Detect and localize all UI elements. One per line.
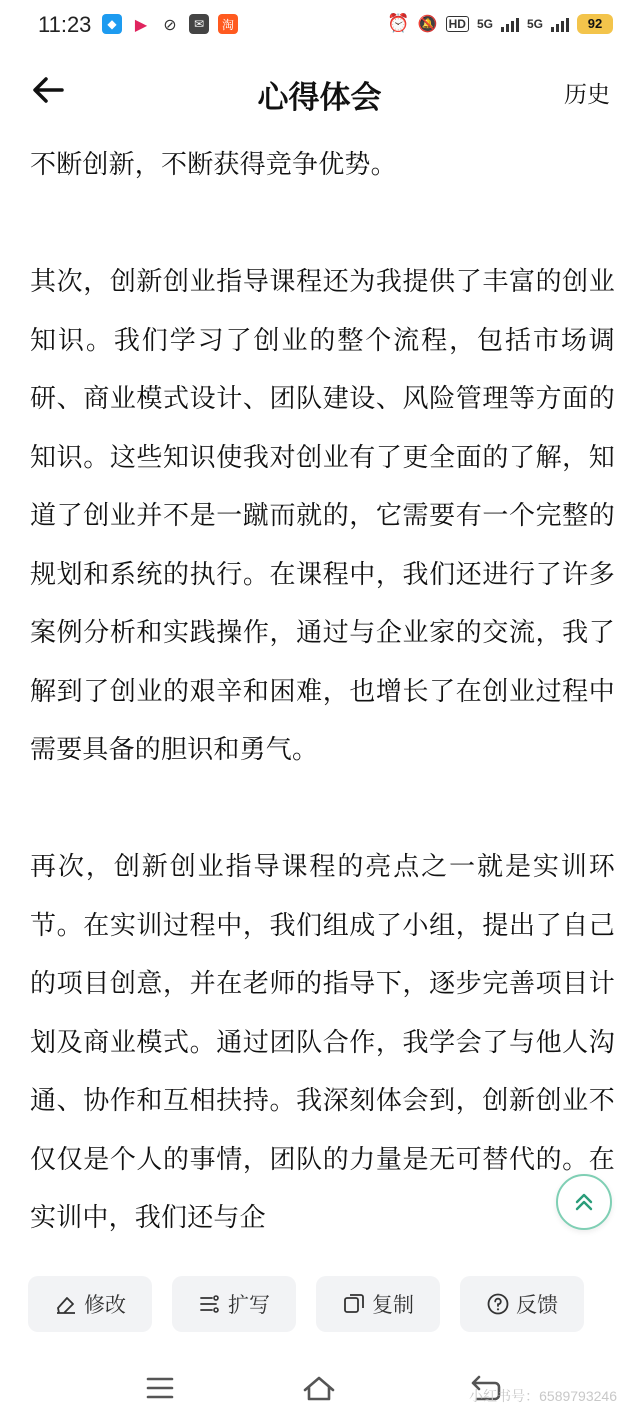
expand-lines-icon bbox=[198, 1292, 222, 1316]
mute-icon: 🔕 bbox=[417, 15, 438, 33]
qq-icon: ◆ bbox=[102, 14, 122, 34]
copy-label: 复制 bbox=[372, 1293, 414, 1317]
menu-nav-button[interactable] bbox=[140, 1370, 180, 1406]
status-bar bbox=[0, 0, 639, 52]
signal-bars-1-icon bbox=[501, 16, 519, 32]
article-paragraph: 其次，创新创业指导课程还为我提供了丰富的创业知识。我们学习了创业的整个流程，包括市场调研、商业模式设计、团队建设、风险管理等方面的知识。这些知识使我对创业有了更全面的了解，知道了创业并不是一蹴而就的，它需要有一个完整的规划和系统的执行。在课程中，我们还进行了许多案例分析和实践操作，通过与企业家的交流，我了解到了创业的艰辛和困难，也增长了在创业过程中需要具备的胆识和勇气。 bbox=[30, 267, 615, 765]
feedback-button[interactable] bbox=[460, 1276, 584, 1332]
signal-label-2: 5G bbox=[526, 16, 543, 31]
question-circle-icon bbox=[486, 1292, 510, 1316]
article-content[interactable] bbox=[30, 136, 615, 1276]
signal-bars-2-icon bbox=[551, 16, 569, 32]
feedback-label: 反馈 bbox=[516, 1293, 558, 1317]
eraser-icon bbox=[54, 1292, 78, 1316]
taobao-icon: 淘 bbox=[218, 14, 238, 34]
copy-button[interactable] bbox=[316, 1276, 440, 1332]
alarm-icon: ⏰ bbox=[387, 13, 410, 33]
history-button[interactable]: 历史 bbox=[564, 82, 610, 108]
signal-label-1: 5G bbox=[476, 16, 493, 31]
hd-badge: HD bbox=[446, 16, 469, 32]
article-paragraph: 再次，创新创业指导课程的亮点之一就是实训环节。在实训过程中，我们组成了小组，提出了自己的项目创意，并在老师的指导下，逐步完善项目计划及商业模式。通过团队合作，我学会了与他人沟通、协作和互相扶持。我深刻体会到，创新创业不仅仅是个人的事情，团队的力量是无可替代的。在实训中，我们还与企 bbox=[30, 852, 615, 1233]
scroll-to-top-button[interactable] bbox=[556, 1174, 612, 1230]
status-time: 11:23 bbox=[38, 12, 92, 37]
system-nav-bar bbox=[0, 1356, 639, 1426]
message-app-icon: ✉ bbox=[189, 14, 209, 34]
double-chevron-up-icon bbox=[571, 1189, 597, 1215]
page-title: 心得体会 bbox=[257, 80, 382, 116]
home-icon bbox=[301, 1373, 337, 1403]
video-app-icon: ▶ bbox=[131, 14, 151, 34]
notification-icons bbox=[102, 14, 238, 34]
link-app-icon: ⊘ bbox=[160, 14, 180, 34]
status-right bbox=[387, 13, 613, 34]
menu-icon bbox=[145, 1375, 175, 1401]
copy-icon bbox=[342, 1292, 366, 1316]
top-app-bar bbox=[0, 58, 639, 128]
expand-button[interactable] bbox=[172, 1276, 296, 1332]
expand-label: 扩写 bbox=[228, 1293, 270, 1317]
edit-button[interactable] bbox=[28, 1276, 152, 1332]
watermark-text: 小红书号：6589793246 bbox=[469, 1388, 617, 1404]
edit-label: 修改 bbox=[84, 1293, 126, 1317]
article-paragraph: 不断创新，不断获得竞争优势。 bbox=[30, 150, 397, 180]
action-bar bbox=[28, 1276, 628, 1336]
home-nav-button[interactable] bbox=[299, 1370, 339, 1406]
battery-indicator: 92 bbox=[577, 14, 613, 34]
